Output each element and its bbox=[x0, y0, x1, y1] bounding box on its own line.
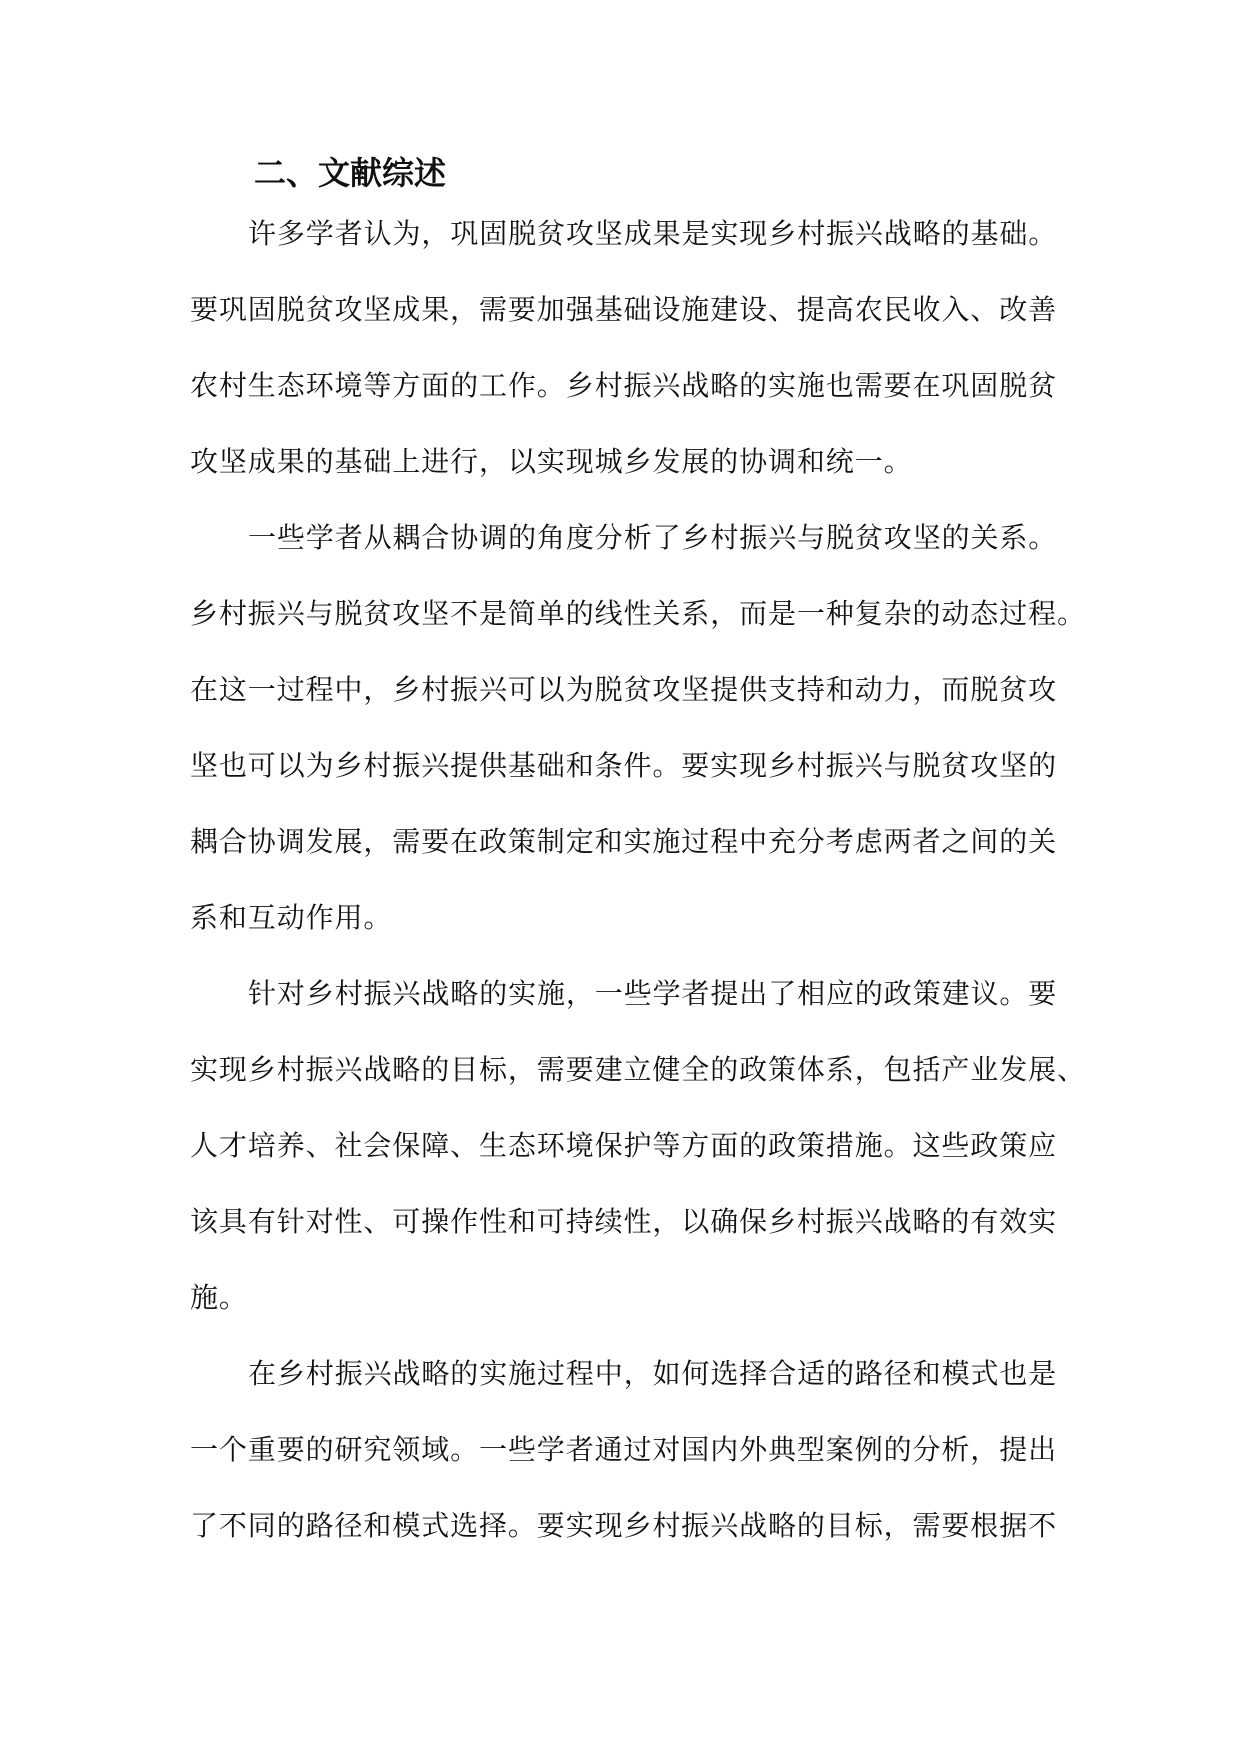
paragraph-3-line-2: 实现乡村振兴战略的目标，需要建立健全的政策体系，包括产业发展、 bbox=[190, 1053, 1086, 1086]
paragraph-3-line-5: 施。 bbox=[190, 1281, 248, 1314]
paragraph-2-line-1: 一些学者从耦合协调的角度分析了乡村振兴与脱贫攻坚的关系。 bbox=[248, 521, 1058, 554]
section-heading: 二、文献综述 bbox=[254, 154, 447, 192]
paragraph-3-line-3: 人才培养、社会保障、生态环境保护等方面的政策措施。这些政策应 bbox=[190, 1129, 1058, 1162]
paragraph-2-line-6: 系和互动作用。 bbox=[190, 901, 393, 934]
paragraph-2-line-2: 乡村振兴与脱贫攻坚不是简单的线性关系，而是一种复杂的动态过程。 bbox=[190, 597, 1086, 630]
paragraph-1-line-2: 要巩固脱贫攻坚成果，需要加强基础设施建设、提高农民收入、改善 bbox=[190, 293, 1058, 326]
paragraph-4-line-3: 了不同的路径和模式选择。要实现乡村振兴战略的目标，需要根据不 bbox=[190, 1509, 1058, 1542]
paragraph-1-line-4: 攻坚成果的基础上进行，以实现城乡发展的协调和统一。 bbox=[190, 445, 913, 478]
paragraph-1-line-1: 许多学者认为，巩固脱贫攻坚成果是实现乡村振兴战略的基础。 bbox=[248, 217, 1058, 250]
paragraph-4-line-2: 一个重要的研究领域。一些学者通过对国内外典型案例的分析，提出 bbox=[190, 1433, 1058, 1466]
paragraph-4-line-1: 在乡村振兴战略的实施过程中，如何选择合适的路径和模式也是 bbox=[248, 1357, 1058, 1390]
paragraph-2-line-4: 坚也可以为乡村振兴提供基础和条件。要实现乡村振兴与脱贫攻坚的 bbox=[190, 749, 1058, 782]
paragraph-3-line-4: 该具有针对性、可操作性和可持续性，以确保乡村振兴战略的有效实 bbox=[190, 1205, 1058, 1238]
paragraph-2-line-5: 耦合协调发展，需要在政策制定和实施过程中充分考虑两者之间的关 bbox=[190, 825, 1058, 858]
paragraph-3-line-1: 针对乡村振兴战略的实施，一些学者提出了相应的政策建议。要 bbox=[248, 977, 1058, 1010]
paragraph-1-line-3: 农村生态环境等方面的工作。乡村振兴战略的实施也需要在巩固脱贫 bbox=[190, 369, 1058, 402]
paragraph-2-line-3: 在这一过程中，乡村振兴可以为脱贫攻坚提供支持和动力，而脱贫攻 bbox=[190, 673, 1058, 706]
